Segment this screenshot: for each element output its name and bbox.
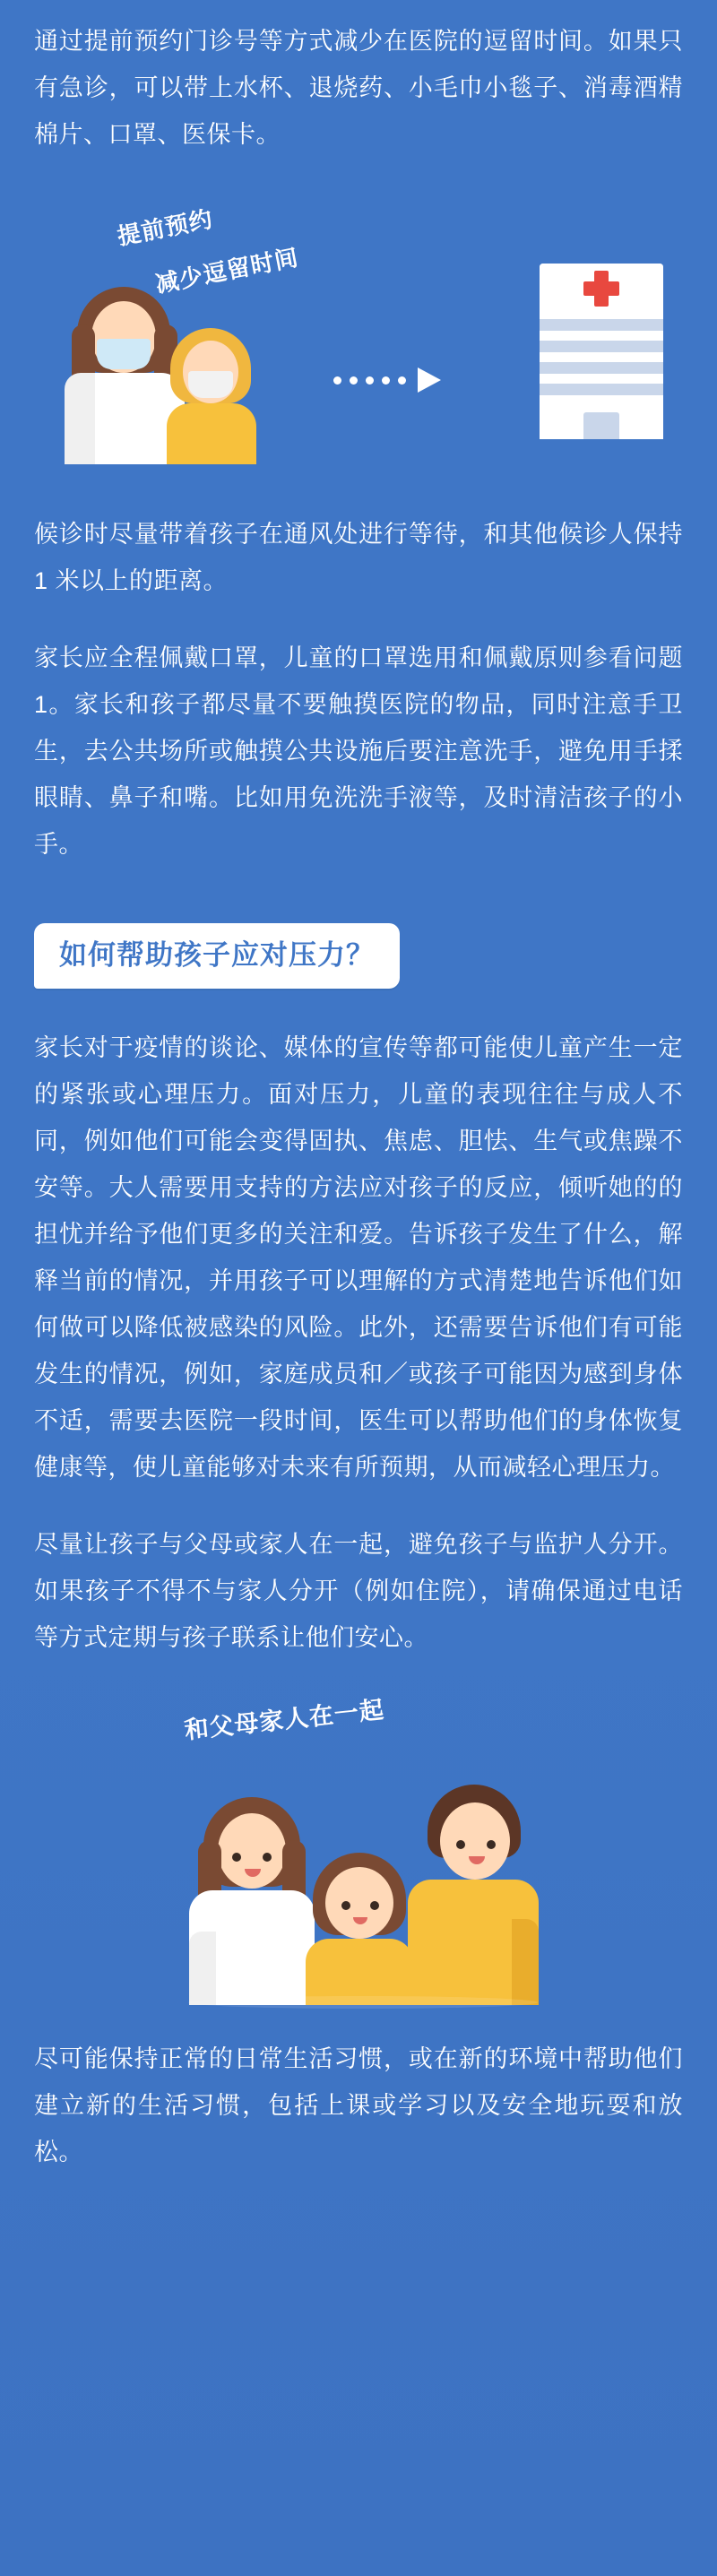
paragraph-stress-response: 家长对于疫情的谈论、媒体的宣传等都可能使儿童产生一定的紧张或心理压力。面对压力，儿童的表现往往与成人不同，例如他们可能会变得固执、焦虑、胆怯、生气或焦躁不安等。大人需要用支持的方法应对孩子的反应，倾听她的的担忧并给予他们更多的关注和爱。告诉孩子发生了什么，解释当前的情况，并用孩子可以理解的方式清楚地告诉他们如何做可以降低被感染的风险。此外，还需要告诉他们有可能发生的情况，例如，家庭成员和／或孩子可能因为感到身体不适，需要去医院一段时间，医生可以帮助他们的身体恢复健康等，使儿童能够对未来有所预期，从而减轻心理压力。 [34,1034,683,1481]
illustration-label-line1: 提前预约 [115,204,216,251]
dotted-arrow-icon [333,367,441,393]
bottom-spacer [0,2206,717,2242]
illustration-label-line2: 减少逗留时间 [152,243,301,298]
illustration-family-label: 和父母家人在一起 [183,1696,386,1744]
ground-shadow [188,1996,538,2009]
section-heading-text: 如何帮助孩子应对压力？ [34,923,400,989]
paragraph-daily-routine: 尽可能保持正常的日常生活习惯，或在新的环境中帮助他们建立新的生活习惯，包括上课或学习以及安全地玩耍和放松。 [34,2045,683,2165]
family-of-three-icon [184,1754,542,2005]
paragraph-hospital-visit: 通过提前预约门诊号等方式减少在医院的逗留时间。如果只有急诊，可以带上水杯、退烧药、小毛巾小毯子、消毒酒精棉片、口罩、医保卡。 [34,28,683,148]
mother-and-child-with-masks-icon [52,285,285,464]
illustration-family [0,1691,717,2014]
illustration-appointment [0,188,717,484]
section-heading-stress [0,923,717,989]
hospital-building-icon [540,264,663,443]
paragraph-waiting-distance: 候诊时尽量带着孩子在通风处进行等待，和其他候诊人保持 1 米以上的距离。 [34,521,683,594]
paragraph-mask-hygiene: 家长应全程佩戴口罩，儿童的口罩选用和佩戴原则参看问题 1。家长和孩子都尽量不要触摸医院的物品，同时注意手卫生，去公共场所或触摸公共设施后要注意洗手，避免用手揉眼睛、鼻子和嘴。比如用免洗洗手液等，及时清洁孩子的小手。 [34,644,683,858]
paragraph-stay-with-family: 尽量让孩子与父母或家人在一起，避免孩子与监护人分开。如果孩子不得不与家人分开（例如住院），请确保通过电话等方式定期与孩子联系让他们安心。 [34,1531,683,1651]
